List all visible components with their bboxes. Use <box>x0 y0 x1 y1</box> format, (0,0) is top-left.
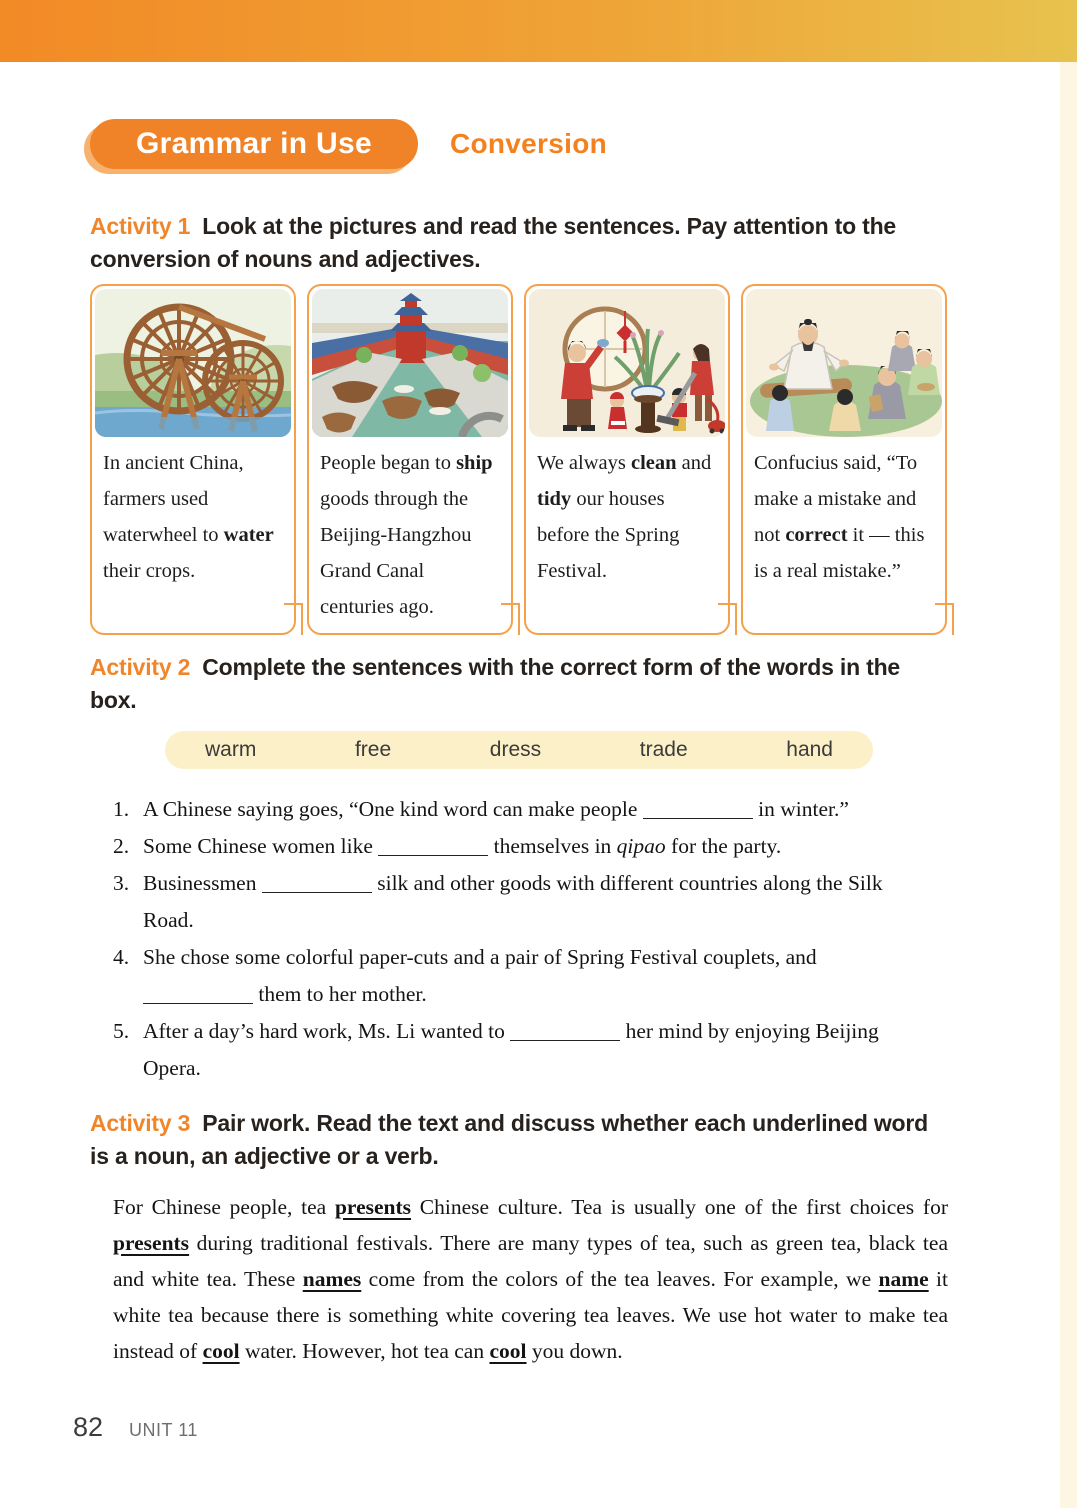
section-subtitle: Conversion <box>449 128 607 159</box>
text-segment: for the party. <box>665 834 782 858</box>
text-segment: Businessmen <box>143 871 262 895</box>
card-grand-canal <box>307 284 513 635</box>
text-segment: and <box>676 452 712 474</box>
text-segment: She chose some colorful paper-cuts and a pair of Spring Festival couplets, and <box>143 945 817 969</box>
page-number: 82 <box>73 1412 104 1442</box>
word-box <box>165 731 873 769</box>
section-title-row <box>90 118 948 170</box>
text-segment: our houses before the Spring Festival. <box>537 488 680 582</box>
grand-canal-illustration <box>312 289 508 437</box>
word-box-item: hand <box>786 738 833 761</box>
card-waterwheel <box>90 284 296 635</box>
text-segment: presents <box>334 1195 412 1219</box>
text-segment: silk and other goods with different countries along the Silk Road. <box>143 871 883 932</box>
card-caption <box>743 440 945 597</box>
activity3-label: Activity 3 <box>90 1110 191 1136</box>
text-segment: For Chinese people, tea <box>113 1195 335 1219</box>
sentence-item <box>113 791 925 828</box>
text-segment: goods through the Beijing-Hangzhou Grand Canal centuries ago. <box>320 488 472 618</box>
text-segment: tidy <box>537 488 572 510</box>
text-segment: come from the colors of the tea leaves. For example, we <box>361 1267 879 1291</box>
picture-cards <box>90 284 948 635</box>
activity2-heading <box>90 651 948 717</box>
sentence-text <box>143 939 925 1013</box>
activity2-title: Complete the sentences with the correct form of the words in the box. <box>90 654 901 713</box>
text-segment: correct <box>785 524 848 546</box>
text-segment: names <box>302 1267 362 1291</box>
text-segment: We always <box>537 452 631 474</box>
house-cleaning-illustration <box>529 289 725 437</box>
sentence-text <box>143 828 925 865</box>
word-box-item: trade <box>639 738 688 761</box>
text-segment: cool <box>489 1339 527 1363</box>
answer-blank <box>143 1000 253 1004</box>
sentence-text <box>143 1013 925 1087</box>
text-segment: their crops. <box>103 560 196 582</box>
text-segment: her mind by enjoying Beijing Opera. <box>143 1019 879 1080</box>
text-segment: in winter.” <box>752 797 849 821</box>
answer-blank <box>378 852 488 856</box>
text-segment: ship <box>456 452 493 474</box>
fill-in-sentences <box>113 791 925 1087</box>
card-caption <box>526 440 728 597</box>
page-footer <box>73 1412 198 1443</box>
activity3-heading <box>90 1107 948 1173</box>
waterwheel-illustration <box>95 289 291 437</box>
sentence-number: 3. <box>113 871 130 895</box>
activity1-heading <box>90 210 948 276</box>
text-segment: Some Chinese women like <box>143 834 379 858</box>
text-segment: In ancient China, farmers used waterwheel to <box>103 452 244 546</box>
text-segment: cool <box>202 1339 240 1363</box>
grammar-in-use-badge: Grammar in Use <box>90 119 418 169</box>
activity3-title: Pair work. Read the text and discuss whether each underlined word is a noun, an adjective or a verb. <box>90 1110 929 1169</box>
sentence-item <box>113 939 925 1013</box>
text-segment: water. However, hot tea can <box>239 1339 490 1363</box>
sentence-item <box>113 828 925 865</box>
activity1-label: Activity 1 <box>90 213 191 239</box>
answer-blank <box>262 889 372 893</box>
word-box-item: free <box>354 738 392 761</box>
page-content <box>90 118 948 1369</box>
text-segment: them to her mother. <box>253 982 427 1006</box>
sentence-number: 1. <box>113 797 130 821</box>
text-segment: clean <box>630 452 677 474</box>
card-caption <box>92 440 294 597</box>
page-edge-strip <box>1060 62 1077 1508</box>
activity2-label: Activity 2 <box>90 654 191 680</box>
text-segment: Chinese culture. Tea is usually one of the first choices for <box>411 1195 948 1219</box>
text-segment: People began to <box>320 452 457 474</box>
text-segment: water <box>223 524 274 546</box>
unit-label: UNIT 11 <box>129 1420 198 1440</box>
card-confucius <box>741 284 947 635</box>
text-segment: themselves in <box>488 834 617 858</box>
text-segment: qipao <box>616 834 666 858</box>
text-segment: it white tea because there is something white covering tea leaves. We use hot water to make tea instead of <box>113 1267 949 1363</box>
text-segment: presents <box>113 1231 190 1255</box>
text-segment: After a day’s hard work, Ms. Li wanted to <box>143 1019 511 1043</box>
sentence-text <box>143 791 925 828</box>
text-segment: it — this is a real mistake.” <box>754 524 925 582</box>
sentence-number: 4. <box>113 945 130 969</box>
reading-passage <box>113 1189 948 1369</box>
sentence-item <box>113 1013 925 1087</box>
word-box-item: dress <box>489 738 542 761</box>
activity1-title: Look at the pictures and read the sentences. Pay attention to the conversion of nouns and adjectives. <box>90 213 897 272</box>
answer-blank <box>510 1037 620 1041</box>
sentence-number: 5. <box>113 1019 130 1043</box>
confucius-teaching-illustration <box>746 289 942 437</box>
text-segment: name <box>878 1267 929 1291</box>
card-caption <box>309 440 511 633</box>
sentence-item <box>113 865 925 939</box>
word-box-item: warm <box>205 738 257 761</box>
sentence-text <box>143 865 925 939</box>
text-segment: Confucius said, “To make a mistake and not <box>754 452 918 546</box>
sentence-number: 2. <box>113 834 130 858</box>
card-cleaning <box>524 284 730 635</box>
answer-blank <box>643 815 753 819</box>
text-segment: you down. <box>526 1339 623 1363</box>
text-segment: A Chinese saying goes, “One kind word can make people <box>143 797 643 821</box>
top-gradient-bar <box>0 0 1077 62</box>
text-segment: during traditional festivals. There are many types of tea, such as green tea, black tea and white tea. These <box>113 1231 948 1291</box>
